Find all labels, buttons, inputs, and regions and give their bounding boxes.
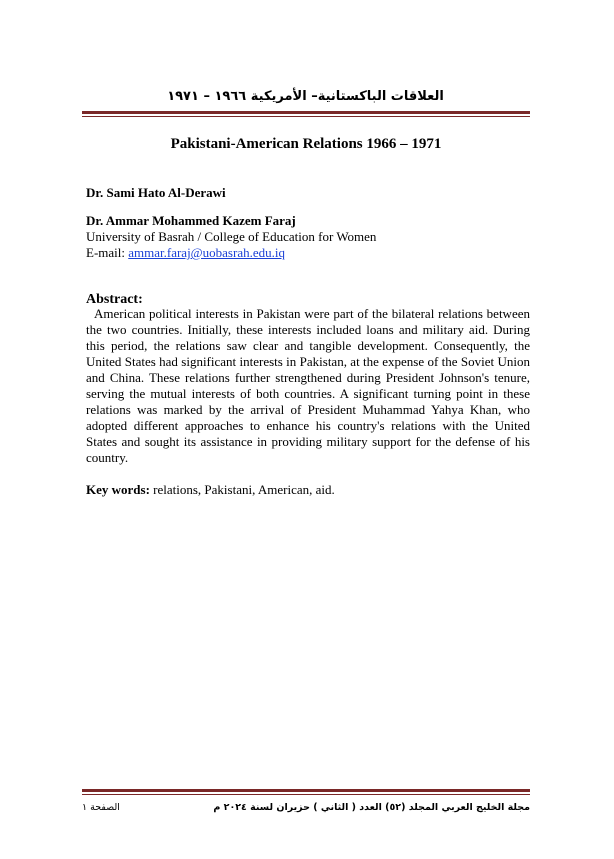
email-label: E-mail:	[86, 245, 129, 260]
keywords	[86, 482, 530, 498]
affiliation: University of Basrah / College of Education for Women	[86, 229, 377, 244]
running-header: العلاقات الباكستانية– الأمريكية ١٩٦٦ – ١٩٧١	[167, 89, 444, 104]
abstract-heading: Abstract:	[86, 292, 143, 307]
header-rule-thick	[82, 111, 530, 114]
keywords-text: relations, Pakistani, American, aid.	[149, 482, 335, 497]
email-line	[86, 245, 285, 261]
footer-rule-thick	[82, 789, 530, 792]
footer-rule-thin	[82, 794, 530, 795]
footer-journal-info: مجلة الخليج العربي المجلد (٥٢) العدد ( الثاني ) حزيران لسنة ٢٠٢٤ م	[213, 802, 530, 813]
keywords-label: Key words:	[86, 482, 150, 497]
author-1: Dr. Sami Hato Al-Derawi	[86, 185, 226, 200]
author-2: Dr. Ammar Mohammed Kazem Faraj	[86, 213, 296, 228]
email-link[interactable]: ammar.faraj@uobasrah.edu.iq	[128, 245, 285, 260]
abstract-body: American political interests in Pakistan were part of the bilateral relations between the two countries. Initially, these interests included loans and military aid. During this period, the relations saw clear and tangible development. Consequently, the United States had significant interests in Pakistan, at the expense of the Soviet Union and China. These relations further strengthened during President Johnson's tenure, serving the mutual interests of both countries. A significant turning point in these relations was marked by the arrival of President Muhammad Yahya Khan, who adopted different approaches to enhance his country's relations with the United States and sought its assistance in providing military support for the defense of his country.	[86, 306, 530, 465]
article-title: Pakistani-American Relations 1966 – 1971	[170, 136, 442, 152]
footer	[82, 800, 530, 816]
footer-page-number: الصفحة ١	[82, 802, 120, 813]
header-rule-thin	[82, 116, 530, 117]
